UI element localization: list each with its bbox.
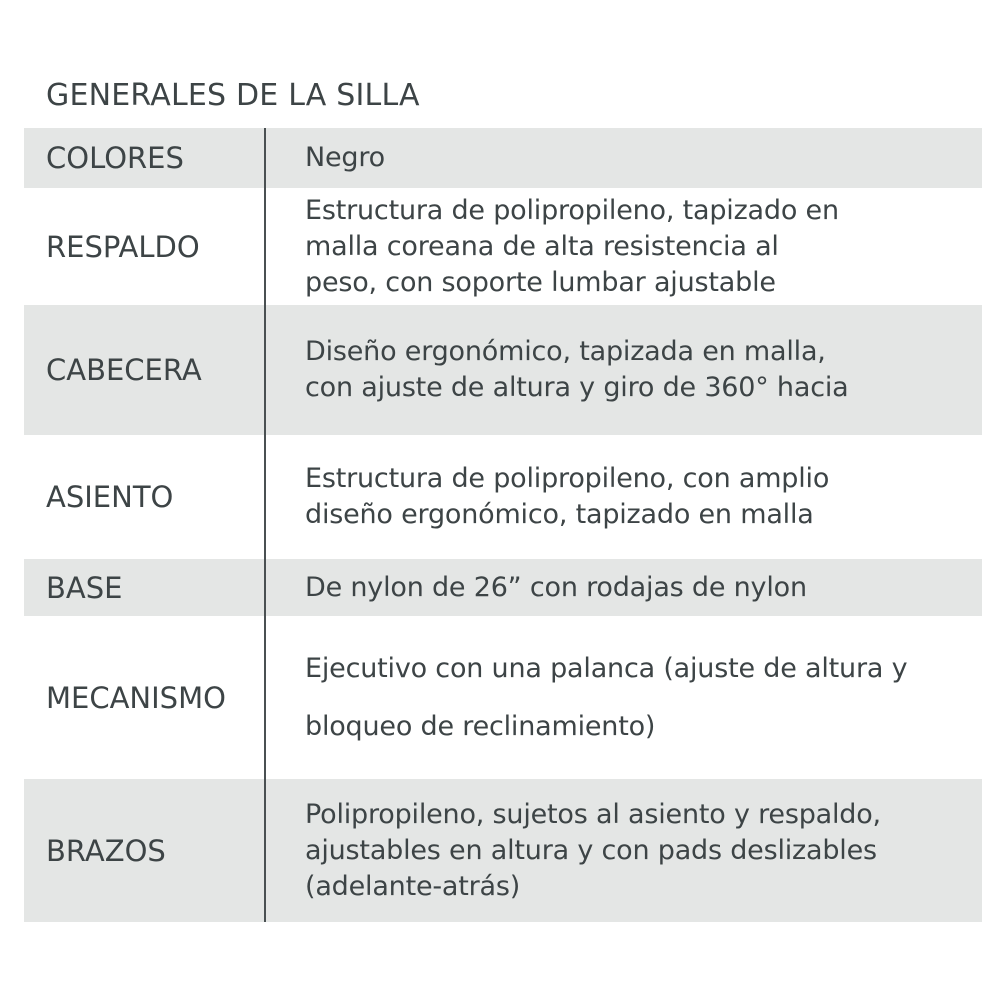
row-value xyxy=(265,193,982,301)
row-value xyxy=(265,461,982,533)
row-label: CABECERA xyxy=(46,353,202,387)
row-value xyxy=(265,640,982,756)
row-value xyxy=(265,797,982,905)
value-line: bloqueo de reclinamiento) xyxy=(305,710,656,742)
value-line: diseño ergonómico, tapizado en malla xyxy=(305,499,814,530)
row-label: BASE xyxy=(46,570,123,605)
value-line: Polipropileno, sujetos al asiento y respaldo, xyxy=(305,798,881,830)
table-row-colores xyxy=(24,128,982,188)
row-label: COLORES xyxy=(46,141,184,175)
table-row-respaldo xyxy=(24,188,982,305)
value-line: ajustables en altura y con pads deslizables xyxy=(305,834,877,866)
value-line: Estructura de polipropileno, con amplio xyxy=(305,463,830,494)
row-value xyxy=(265,570,982,606)
row-label: RESPALDO xyxy=(46,229,200,264)
value-line: malla coreana de alta resistencia al xyxy=(305,230,779,262)
value-line: Estructura de polipropileno, tapizado en xyxy=(305,194,839,226)
spec-table xyxy=(24,128,982,922)
row-label: ASIENTO xyxy=(46,480,174,514)
value-line: (adelante-atrás) xyxy=(305,870,521,902)
column-divider xyxy=(264,128,266,922)
value-line: Ejecutivo con una palanca (ajuste de altura y xyxy=(305,652,908,684)
page-title: GENERALES DE LA SILLA xyxy=(46,78,420,113)
value-line: Diseño ergonómico, tapizada en malla, xyxy=(305,336,826,367)
value-line: con ajuste de altura y giro de 360° hacia xyxy=(305,372,849,403)
value-line: peso, con soporte lumbar ajustable xyxy=(305,266,776,298)
table-row-base xyxy=(24,559,982,616)
table-row-mecanismo xyxy=(24,616,982,779)
row-label: BRAZOS xyxy=(46,833,166,868)
table-row-asiento xyxy=(24,435,982,559)
row-value xyxy=(265,140,982,176)
value-line: Negro xyxy=(305,142,385,173)
table-row-cabecera xyxy=(24,305,982,435)
row-value xyxy=(265,334,982,406)
row-label: MECANISMO xyxy=(46,680,226,715)
table-row-brazos xyxy=(24,779,982,922)
value-line: De nylon de 26” con rodajas de nylon xyxy=(305,571,807,603)
